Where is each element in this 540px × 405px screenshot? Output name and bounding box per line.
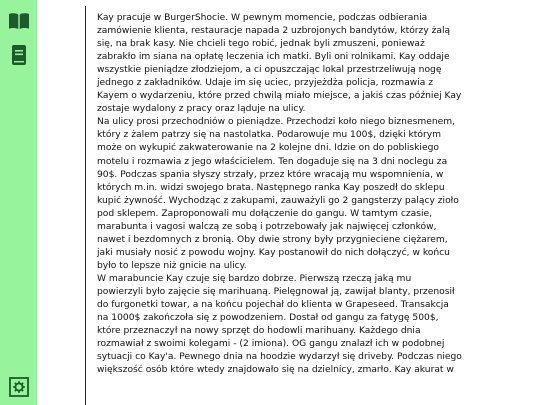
story-line: może on wykupić zakwaterowanie na 2 kolejne dni. Idzie on do poblisk​iego	[97, 143, 439, 154]
story-line: zamówienie klienta, restauracje napada 2 uzbrojonych bandytów, którzy żalą	[97, 26, 451, 37]
notebook-icon[interactable]	[8, 44, 30, 66]
story-line: sytuacji co Kay'a. Pewnego dnia na hoodzie wydarzył się driveby. Podczas niego	[97, 352, 462, 363]
story-line: W marabuncie Kay czuje się bardzo dobrze. Pierwszą rzeczą jaką mu	[97, 273, 412, 284]
story-line: Na ulicy prosi przechodniów o pieniądze. Przechodzi koło niego biznesmenem,	[97, 117, 456, 128]
story-line: było to lepsze niż gnicie na ulicy.	[97, 260, 247, 271]
settings-icon[interactable]	[8, 376, 30, 398]
story-line: Kayem o wydarzeniu, które przed chwilą miało miejsce, a jakiś czas później Kay	[97, 91, 462, 102]
story-line: powierzyli było zajęcie się marihuaną. Pielęgnował ją, zawijał blanty, przenosił	[97, 286, 455, 297]
story-line: marabunta i vagosi walczą ze sobą i potrzebowały jak najwięcej członków,	[97, 221, 437, 232]
story-line: na 1000$ zakończoła się z powodzeniem. Dostał od gangu za fatygę 500$,	[97, 313, 439, 324]
story-line: się, na brak kasy. Nie chcieli tego robić, jednak byli zmuszeni, ponieważ	[97, 39, 425, 50]
story-line: zabrakło im siana na opłatę leczenia ich matki. Byli oni rolnikami. Kay oddaje	[97, 52, 450, 63]
story-text	[97, 12, 537, 377]
story-line: jaki musiały nosić z powodu wojny. Kay postanowił do nich dołączyć, w końcu	[97, 247, 450, 258]
story-line: wszystkie pieniądze złodziejom, a ci opuszczając lokal przestrzeliwują nogę	[97, 65, 442, 76]
story-line: do furgonetki towar, a na końcu pojechał do klienta w Grapeseed. Transakcja	[97, 300, 449, 311]
story-line: które przeznaczył na nowy sprzęt do hodowli marihuany. Każdego dnia	[97, 326, 421, 337]
story-line: rozmawiał z swoimi kolegami - (2 imiona). OG gangu znalazł ich w podobnej	[97, 339, 445, 350]
content-divider	[85, 6, 86, 405]
story-line: motelu i rozmawia z jego właścicielem. Ten dogaduje się na 3 dni noclegu za	[97, 156, 448, 167]
story-line: większość osób które wtedy znajdowało się na dzielnicy, zmarło. Kay akurat w	[97, 365, 454, 376]
story-line: jednego z zakładników. Udaje im się uciec, przyjeżdża policja, rozmawia z	[97, 78, 434, 89]
story-line: których m.in. widzi swojego brata. Następnego ranka Kay poszedł do sklepu	[97, 182, 445, 193]
sidebar	[0, 0, 37, 405]
story-line: Kay pracuje w BurgerShocie. W pewnym momencie, podczas odbierania	[97, 13, 428, 23]
story-line: kupić żywność. Wychodząc z zakupami, zauważyli go 2 gangsterzy palący zioło	[97, 195, 459, 206]
story-line: zostaje wydalony z pracy oraz ląduje na ulicy.	[97, 104, 306, 115]
story-line: nawet i bezdomnych z bronią. Oby dwie strony były przygnieciene ciężarem,	[97, 234, 448, 245]
book-open-icon[interactable]	[8, 10, 30, 32]
story-line: 90$. Podczas spania słyszy strzały, przez które wracają mu wspomnienia, w	[97, 169, 444, 180]
story-line: który z żalem patrzy się na nastolatka. Podarowuje mu 100$, dzięki którym	[97, 130, 442, 141]
story-line: pod sklepem. Zaproponowali mu dołączenie do gangu. W tamtym czasie,	[97, 208, 433, 219]
